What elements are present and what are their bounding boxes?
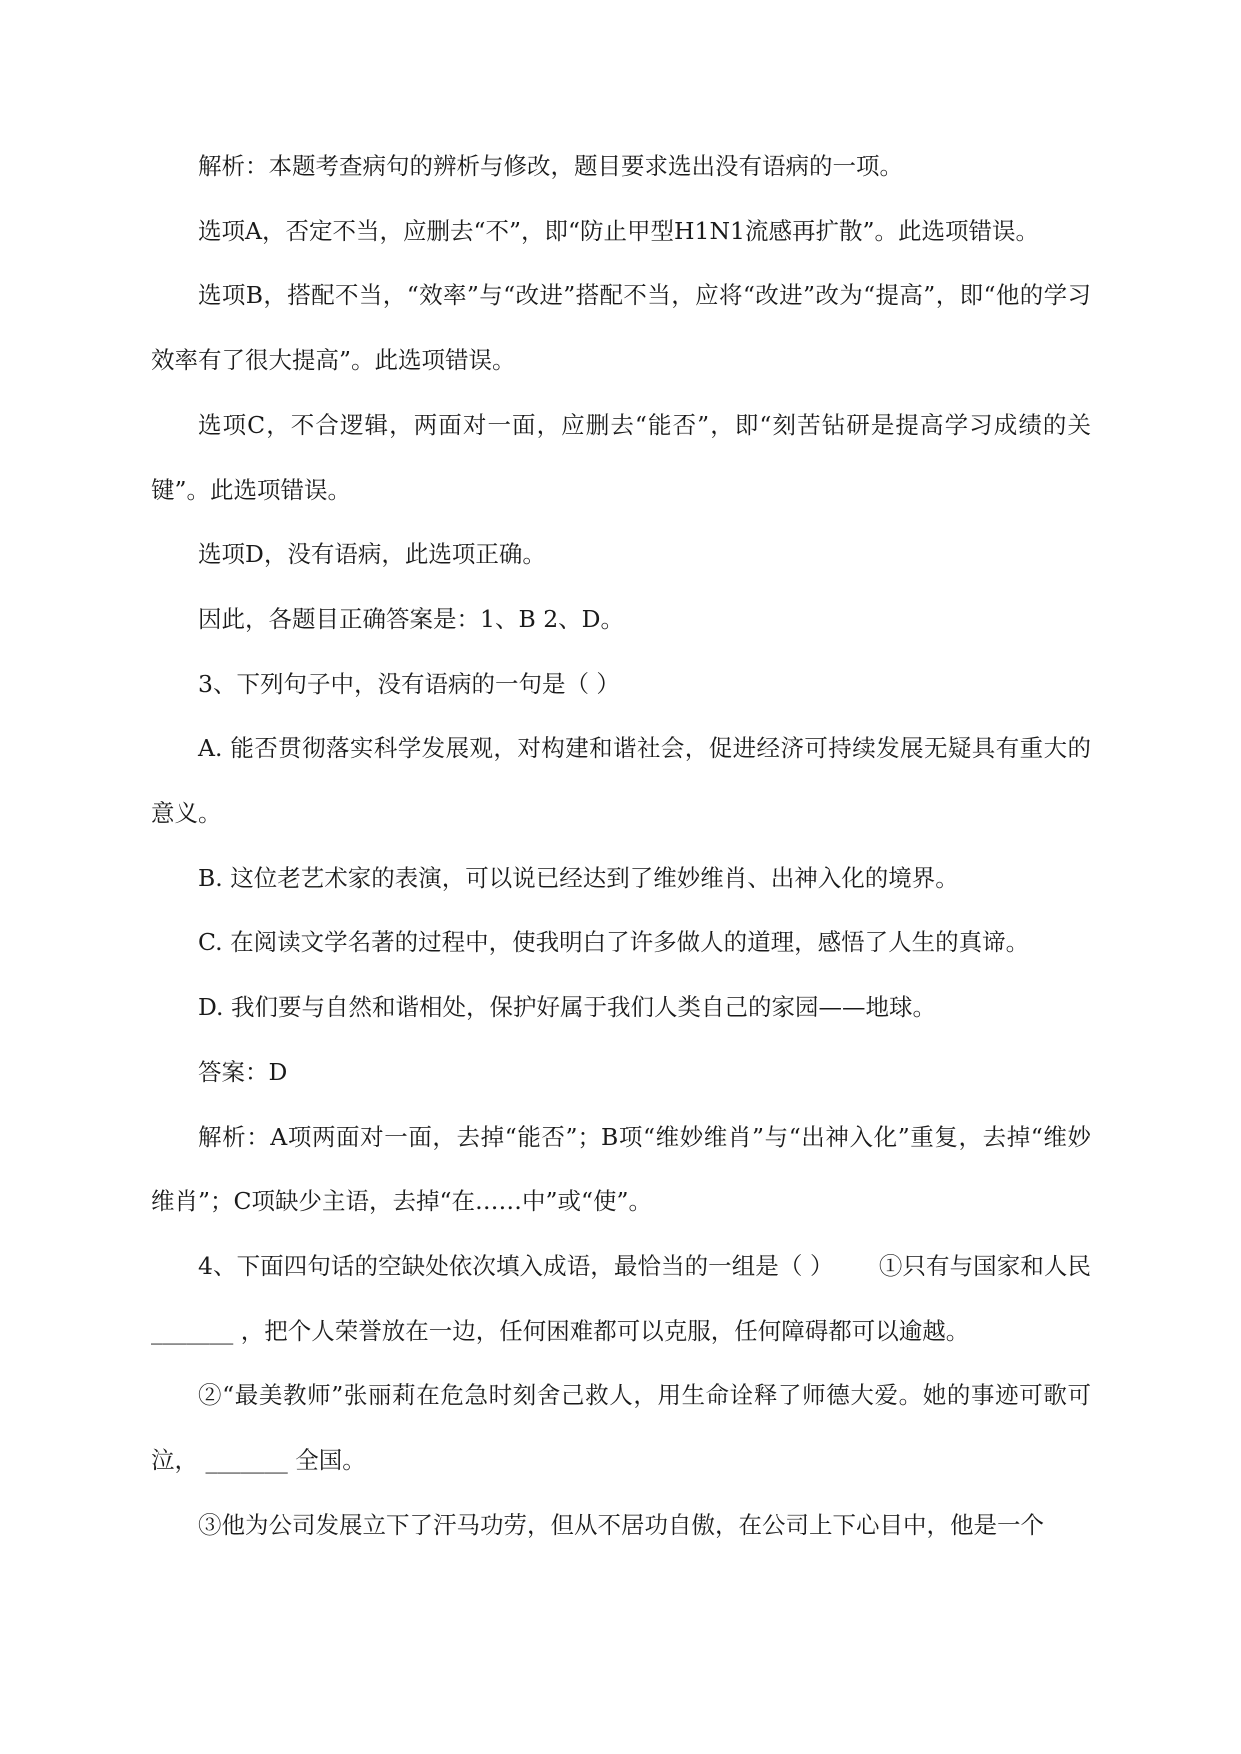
paragraph-question-4-item-2: ②“最美教师”张丽莉在危急时刻舍己救人，用生命诠释了师德大爱。她的事迹可歌可泣， _______ 全国。: [151, 1381, 1091, 1475]
paragraph-option-c-analysis: 选项C，不合逻辑，两面对一面，应删去“能否”，即“刻苦钻研是提高学习成绩的关键”。此选项错误。: [151, 410, 1091, 504]
paragraph-answer-summary: 因此，各题目正确答案是：1、B 2、D。: [198, 604, 624, 633]
paragraph-question-3-option-a: A. 能否贯彻落实科学发展观，对构建和谐社会，促进经济可持续发展无疑具有重大的意义。: [151, 734, 1091, 828]
paragraph-question-3-option-b: B. 这位老艺术家的表演，可以说已经达到了维妙维肖、出神入化的境界。: [198, 863, 959, 892]
paragraph-option-a-analysis: 选项A，否定不当，应删去“不”，即“防止甲型H1N1流感再扩散”。此选项错误。: [198, 216, 1039, 245]
paragraph-option-d-analysis: 选项D，没有语病，此选项正确。: [198, 540, 546, 569]
paragraph-question-3-option-c: C. 在阅读文学名著的过程中，使我明白了许多做人的道理，感悟了人生的真谛。: [198, 928, 1030, 957]
paragraph-question-3-option-d: D. 我们要与自然和谐相处，保护好属于我们人类自己的家园——地球。: [198, 993, 936, 1022]
paragraph-analysis-intro: 解析：本题考查病句的辨析与修改，题目要求选出没有语病的一项。: [198, 152, 903, 180]
paragraph-question-4-item-3: ③他为公司发展立下了汗马功劳，但从不居功自傲，在公司上下心目中，他是一个: [198, 1510, 1044, 1539]
paragraph-question-4: 4、下面四句话的空缺处依次填入成语，最恰当的一组是（ ） ①只有与国家和人民 _______ ，把个人荣誉放在一边，任何困难都可以克服，任何障碍都可以逾越。: [151, 1251, 1099, 1345]
paragraph-option-b-analysis: 选项B，搭配不当，“效率”与“改进”搭配不当，应将“改进”改为“提高”，即“他的学习效率有了很大提高”。此选项错误。: [151, 281, 1091, 375]
paragraph-question-3-analysis: 解析：A项两面对一面，去掉“能否”；B项“维妙维肖”与“出神入化”重复，去掉“维妙维肖”；C项缺少主语，去掉“在……中”或“使”。: [151, 1122, 1091, 1216]
document-body: [151, 134, 1099, 1557]
paragraph-question-3-answer: 答案：D: [198, 1057, 288, 1086]
paragraph-question-3: 3、下列句子中，没有语病的一句是（ ）: [198, 669, 620, 698]
